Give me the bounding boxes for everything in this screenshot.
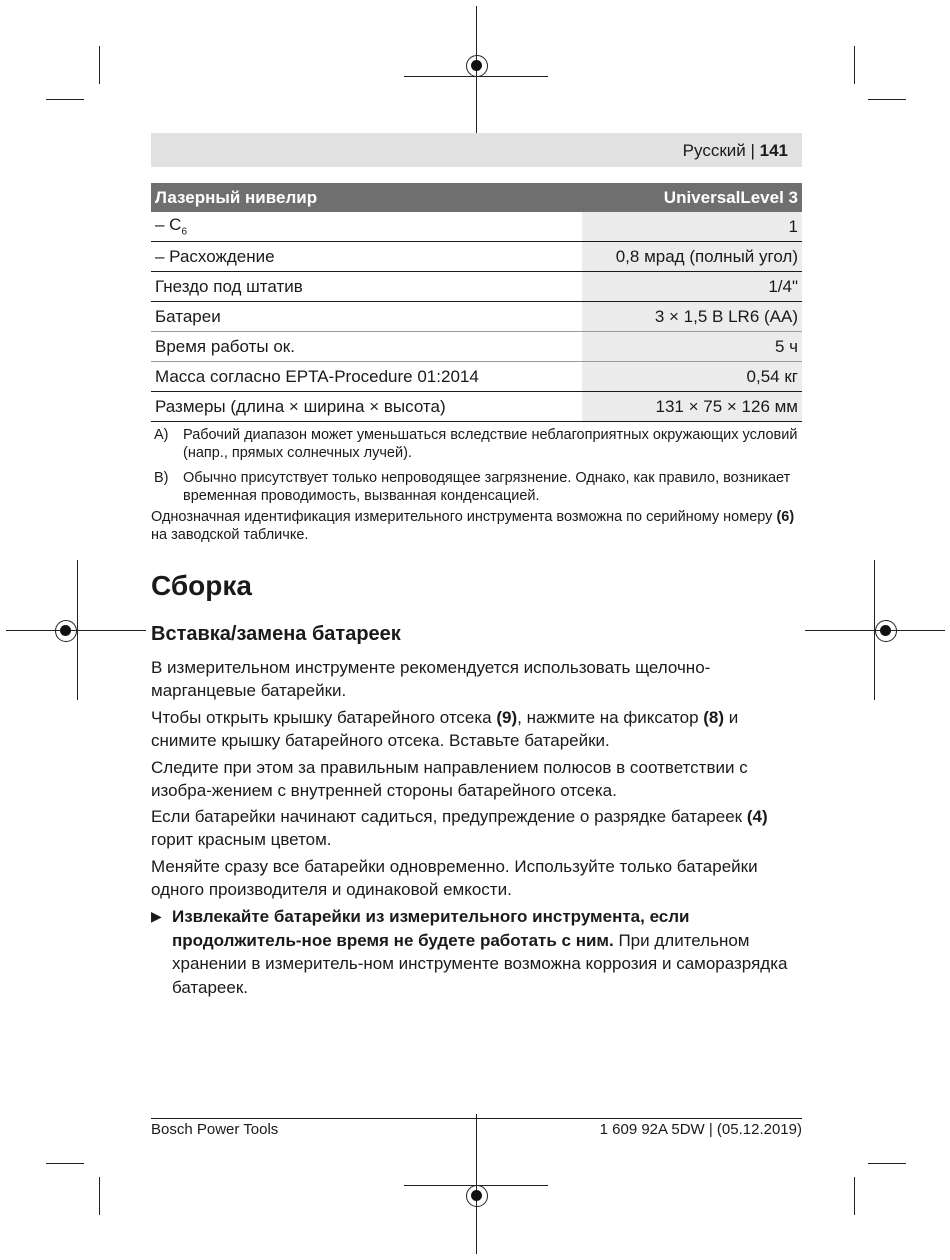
paragraph-open-cover: Чтобы открыть крышку батарейного отсека (9), нажмите на фиксатор (8) и снимите крышку батарейного отсека. Вставьте батарейки. [151, 708, 739, 750]
footnote-key: B) [154, 470, 169, 486]
footer-doc-id: 1 609 92A 5DW | (05.12.2019) [599, 1121, 802, 1138]
spec-value: 131 × 75 × 126 мм [582, 392, 802, 422]
spec-value: 3 × 1,5 В LR6 (AA) [582, 302, 802, 332]
spec-label: – Расхождение [151, 242, 582, 272]
registration-mark-left-icon [55, 620, 77, 642]
spec-value: 5 ч [582, 332, 802, 362]
warning-text: Извлекайте батарейки из измерительного инструмента, если продолжитель-ное время не будете работать с ним. При длительном хранении в измеритель-ном инструменте возможна коррозия и саморазрядка батареек. [172, 907, 788, 997]
table-row [151, 362, 802, 392]
table-row [151, 272, 802, 302]
subsection-title: Вставка/замена батареек [151, 623, 401, 645]
spec-value: 1/4" [582, 272, 802, 302]
warning-bullet [151, 905, 803, 999]
section-title: Сборка [151, 570, 252, 601]
footnote-text: Обычно присутствует только непроводящее загрязнение. Однако, как правило, возникает временная проводимость, вызванная конденсацией. [183, 470, 791, 504]
spec-table [151, 183, 802, 422]
spec-value: 1 [582, 212, 802, 242]
paragraph-replace-all: Меняйте сразу все батарейки одновременно. Используйте только батарейки одного производителя и одинаковой емкости. [151, 857, 758, 899]
spec-value: 0,54 кг [582, 362, 802, 392]
table-row [151, 332, 802, 362]
spec-label: Время работы ок. [151, 332, 582, 362]
spec-value: 0,8 мрад (полный угол) [582, 242, 802, 272]
footnote-text: Рабочий диапазон может уменьшаться вследствие неблагоприятных окружающих условий (напр., прямых солнечных лучей). [183, 427, 798, 461]
spec-table-model: UniversalLevel 3 [582, 183, 802, 212]
footnote-a [154, 426, 802, 462]
registration-mark-top-icon [466, 55, 488, 77]
header-language: Русский [682, 141, 746, 160]
registration-mark-right-icon [875, 620, 897, 642]
footer-brand: Bosch Power Tools [151, 1121, 279, 1138]
spec-label: Масса согласно EPTA-Procedure 01:2014 [151, 362, 582, 392]
spec-label: Гнездо под штатив [151, 272, 582, 302]
triangle-right-icon: ▶ [151, 908, 162, 924]
spec-table-header [151, 183, 802, 212]
identification-note: Однозначная идентификация измерительного инструмента возможна по серийному номеру (6) на заводской табличке. [151, 509, 795, 543]
page-header [151, 133, 802, 167]
registration-mark-bottom-icon [466, 1185, 488, 1207]
footer-divider [151, 1118, 802, 1119]
header-text: Русский | 141 [682, 141, 788, 160]
footnote-b [154, 469, 802, 505]
table-row [151, 242, 802, 272]
footnote-key: A) [154, 427, 169, 443]
table-row [151, 212, 802, 242]
spec-label: – $C_6$ [151, 212, 582, 242]
paragraph-low-battery: Если батарейки начинают садиться, предупреждение о разрядке батареек (4) горит красным цветом. [151, 807, 768, 849]
spec-label: Батареи [151, 302, 582, 332]
spec-label: Размеры (длина × ширина × высота) [151, 392, 582, 422]
page-number: 141 [759, 141, 788, 160]
spec-table-title: Лазерный нивелир [151, 183, 582, 212]
paragraph-polarity: Следите при этом за правильным направлением полюсов в соответствии с изобра-жением с внутренней стороны батарейного отсека. [151, 758, 748, 800]
table-row [151, 392, 802, 422]
table-row [151, 302, 802, 332]
paragraph-battery-type: В измерительном инструменте рекомендуется использовать щелочно-марганцевые батарейки. [151, 658, 711, 700]
